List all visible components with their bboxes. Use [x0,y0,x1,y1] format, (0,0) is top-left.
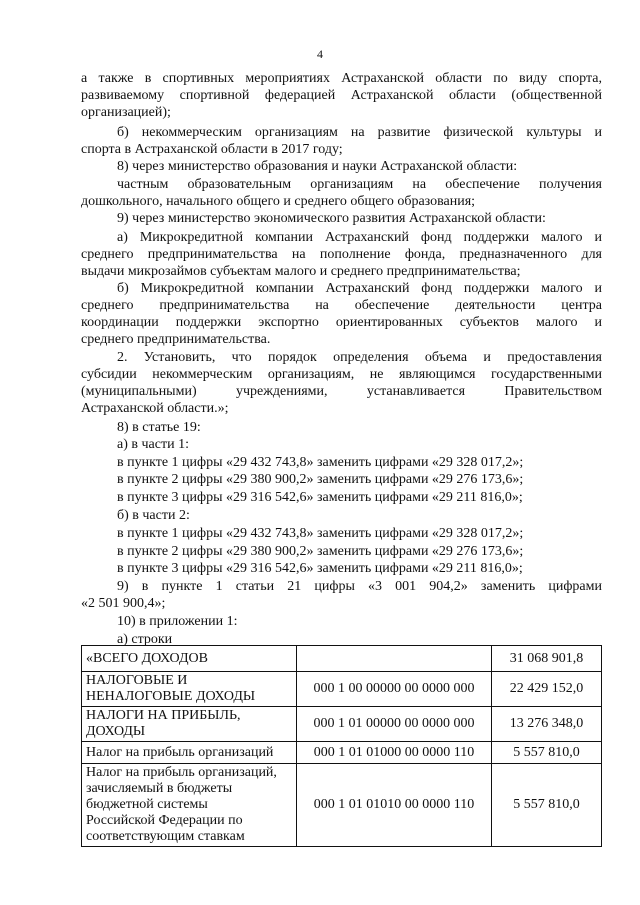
table-cell-name: НАЛОГОВЫЕ И НЕНАЛОГОВЫЕ ДОХОДЫ [82,672,297,707]
text-line: а) строки [117,632,173,647]
text-line: (муниципальными) учреждениями, устанавливается Правительством [81,384,602,399]
table-cell-code: 000 1 01 01000 00 0000 110 [297,742,492,764]
text-line: в пункте 2 цифры «29 380 900,2» заменить цифрами «29 276 173,6»; [117,544,524,559]
text-line: 8) в статье 19: [117,420,201,435]
text-line: «2 501 900,4»; [81,596,166,611]
table-cell-code: 000 1 01 01010 00 0000 110 [297,764,492,847]
text-line: координации поддержки экспортно ориентированных субъектов малого и [81,315,602,330]
text-line: 8) через министерство образования и науки Астраханской области: [117,159,518,174]
text-line: б) в части 2: [117,508,190,523]
text-line: среднего предпринимательства на пополнение фонда, предназначенного для [81,247,602,262]
text-line: дошкольного, начального общего и среднего общего образования; [81,194,476,209]
text-line: 2. Установить, что порядок определения объема и предоставления [117,350,602,365]
table-cell-code: 000 1 01 00000 00 0000 000 [297,707,492,742]
text-line: выдачи микрозаймов субъектам малого и среднего предпринимательства; [81,264,521,279]
text-line: Астраханской области.»; [81,401,229,416]
text-line: а) в части 1: [117,437,189,452]
table-row [82,764,602,847]
text-line: организацией); [81,105,171,120]
table-cell-code: 000 1 00 00000 00 0000 000 [297,672,492,707]
text-line: 9) через министерство экономического развития Астраханской области: [117,211,546,226]
text-line: в пункте 1 цифры «29 432 743,8» заменить цифрами «29 328 017,2»; [117,455,524,470]
table-row [82,742,602,764]
text-line: развиваемому спортивной федерацией Астраханской области (общественной [81,88,602,103]
text-line: б) Микрокредитной компании Астраханский фонд поддержки малого и [117,281,602,296]
table-cell-name: «ВСЕГО ДОХОДОВ [82,646,297,672]
text-line: спорта в Астраханской области в 2017 году; [81,142,343,157]
table-cell-value: 22 429 152,0 [492,672,602,707]
text-line: в пункте 2 цифры «29 380 900,2» заменить цифрами «29 276 173,6»; [117,472,524,487]
table-cell-name: НАЛОГИ НА ПРИБЫЛЬ, ДОХОДЫ [82,707,297,742]
text-line: а также в спортивных мероприятиях Астраханской области по виду спорта, [81,71,602,86]
text-line: среднего предпринимательства. [81,332,271,347]
text-line: а) Микрокредитной компании Астраханский фонд поддержки малого и [117,230,602,245]
text-line: среднего предпринимательства на обеспечение деятельности центра [81,298,602,313]
table-row [82,707,602,742]
table-cell-name: Налог на прибыль организаций, зачисляемый в бюджеты бюджетной системы Российской Федерации по соответствующим ставкам [82,764,297,847]
page-number: 4 [317,47,323,61]
text-line: в пункте 3 цифры «29 316 542,6» заменить цифрами «29 211 816,0»; [117,561,523,576]
table-row [82,646,602,672]
text-line: б) некоммерческим организациям на развитие физической культуры и [117,125,602,140]
table-cell-value: 5 557 810,0 [492,742,602,764]
text-line: в пункте 3 цифры «29 316 542,6» заменить цифрами «29 211 816,0»; [117,490,523,505]
text-line: субсидии некоммерческим организациям, не являющимся государственными [81,367,602,382]
table-cell-code [297,646,492,672]
table-cell-name: Налог на прибыль организаций [82,742,297,764]
table-cell-value: 13 276 348,0 [492,707,602,742]
table-row [82,672,602,707]
revenue-table [81,645,602,847]
text-line: частным образовательным организациям на обеспечение получения [117,177,602,192]
table-cell-value: 5 557 810,0 [492,764,602,847]
text-line: 10) в приложении 1: [117,614,238,629]
table-cell-value: 31 068 901,8 [492,646,602,672]
text-line: в пункте 1 цифры «29 432 743,8» заменить цифрами «29 328 017,2»; [117,526,524,541]
text-line: 9) в пункте 1 статьи 21 цифры «3 001 904,2» заменить цифрами [117,579,602,594]
